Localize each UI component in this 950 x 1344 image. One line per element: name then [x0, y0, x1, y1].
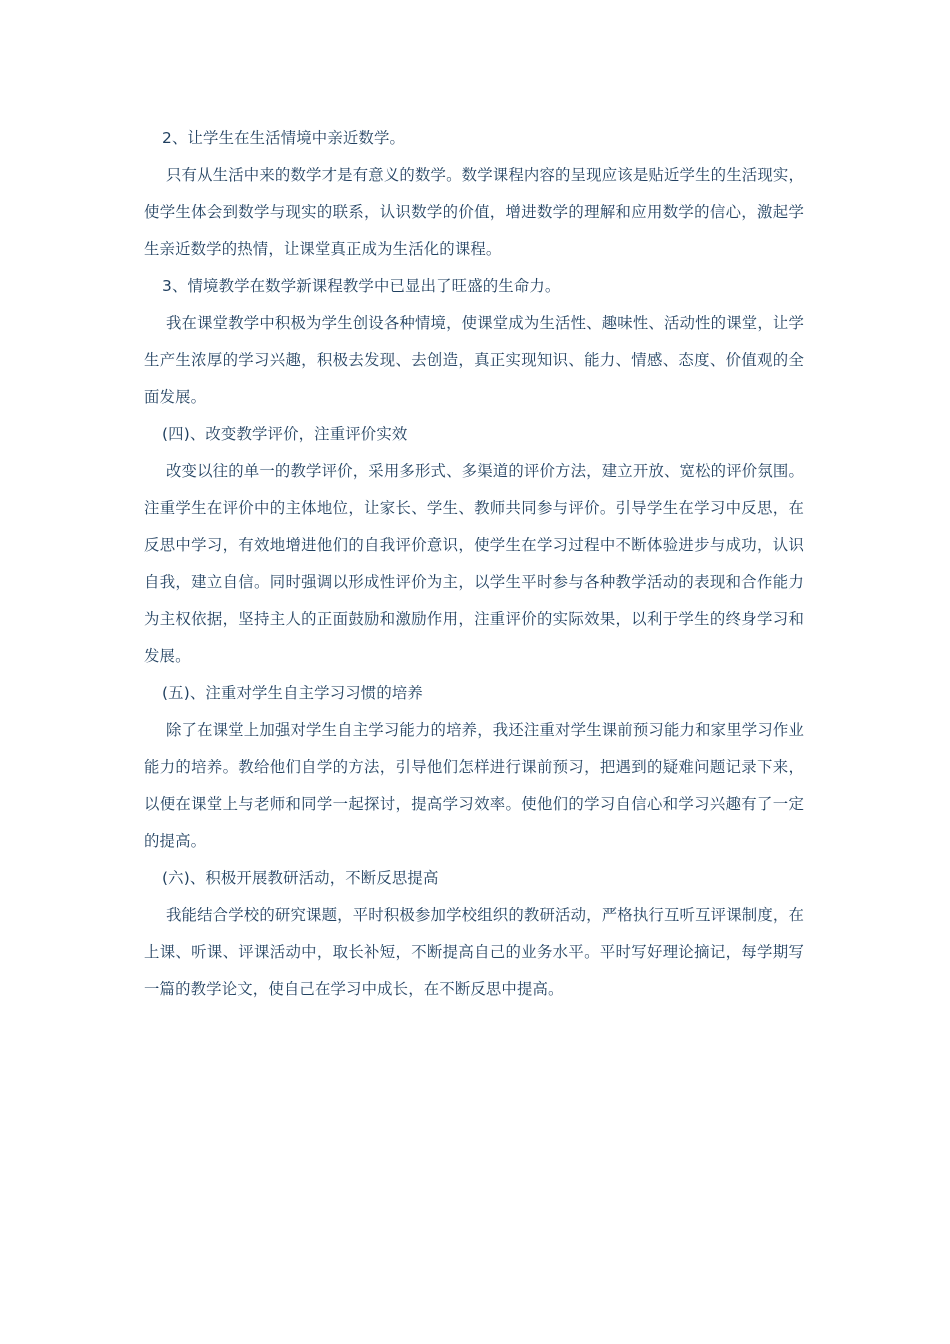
- paragraph-evaluation: 改变以往的单一的教学评价，采用多形式、多渠道的评价方法，建立开放、宽松的评价氛围。注重学生在评价中的主体地位，让家长、学生、教师共同参与评价。引导学生在学习中反思，在反思中学习，有效地增进他们的自我评价意识，使学生在学习过程中不断体验进步与成功，认识自我，建立自信。同时强调以形成性评价为主，以学生平时参与各种教学活动的表现和合作能力为主权依据，坚持主人的正面鼓励和激励作用，注重评价的实际效果，以利于学生的终身学习和发展。: [144, 462, 804, 665]
- section-heading-3: 3、情境教学在数学新课程教学中已显出了旺盛的生命力。: [162, 277, 561, 295]
- paragraph-situational-teaching: 我在课堂教学中积极为学生创设各种情境，使课堂成为生活性、趣味性、活动性的课堂，让学生产生浓厚的学习兴趣，积极去发现、去创造，真正实现知识、能力、情感、态度、价值观的全面发展。: [144, 314, 804, 406]
- section-heading-2: 2、让学生在生活情境中亲近数学。: [162, 129, 406, 147]
- document-body: [144, 120, 804, 1008]
- section-heading-6: (六)、积极开展教研活动，不断反思提高: [162, 869, 439, 887]
- section-heading-4: (四)、改变教学评价，注重评价实效: [162, 425, 408, 443]
- paragraph-teaching-research: 我能结合学校的研究课题，平时积极参加学校组织的教研活动，严格执行互听互评课制度，在上课、听课、评课活动中，取长补短，不断提高自己的业务水平。平时写好理论摘记，每学期写一篇的教学论文，使自己在学习中成长，在不断反思中提高。: [144, 906, 804, 998]
- paragraph-life-math: 只有从生活中来的数学才是有意义的数学。数学课程内容的呈现应该是贴近学生的生活现实，使学生体会到数学与现实的联系，认识数学的价值，增进数学的理解和应用数学的信心，激起学生亲近数学的热情，让课堂真正成为生活化的课程。: [144, 166, 804, 258]
- paragraph-self-study: 除了在课堂上加强对学生自主学习能力的培养，我还注重对学生课前预习能力和家里学习作业能力的培养。教给他们自学的方法，引导他们怎样进行课前预习，把遇到的疑难问题记录下来，以便在课堂上与老师和同学一起探讨，提高学习效率。使他们的学习自信心和学习兴趣有了一定的提高。: [144, 721, 804, 850]
- section-heading-5: (五)、注重对学生自主学习习惯的培养: [162, 684, 423, 702]
